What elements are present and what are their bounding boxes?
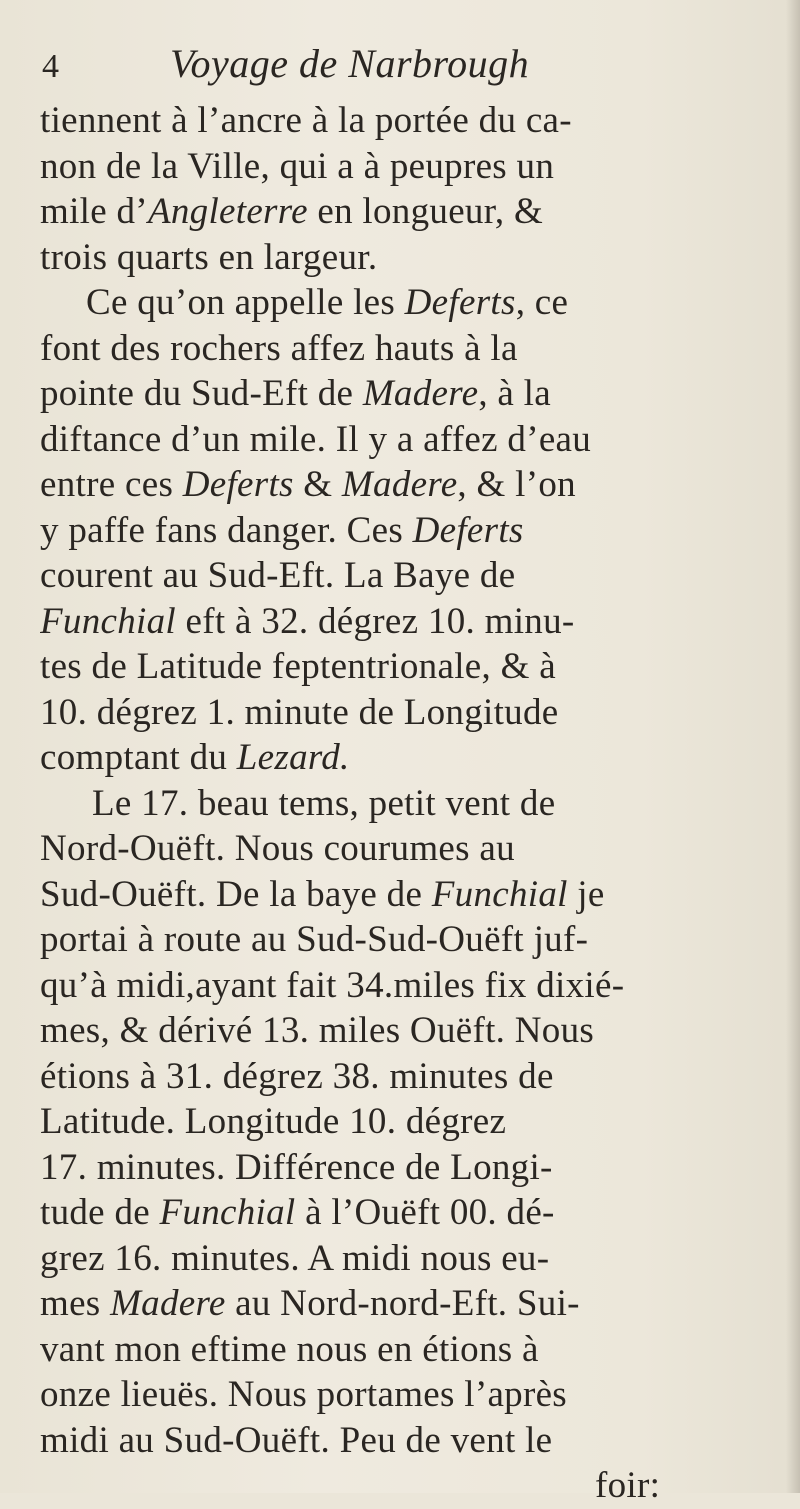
text-line [40, 599, 795, 645]
text-line [40, 872, 795, 918]
text-run: à l’Ouëft 00. dé- [295, 1192, 555, 1233]
text-run: trois quarts en largeur. [40, 236, 378, 278]
text-run: courent au Sud-Eft. La Baye de [40, 555, 516, 596]
text-run: Ce qu’on appelle les [86, 282, 405, 323]
text-run: , & l’on [457, 464, 576, 505]
italic-text: Madere [341, 464, 458, 505]
text-line [40, 690, 795, 736]
text-line [40, 963, 795, 1009]
text-line [40, 508, 795, 554]
italic-text: Madere [362, 373, 479, 414]
text-line [40, 1236, 795, 1282]
text-line [40, 1008, 795, 1054]
text-run: foir: [595, 1465, 661, 1506]
text-run: étions à 31. dégrez 38. minutes de [40, 1055, 554, 1097]
text-run: comptant du [40, 737, 237, 778]
italic-text: Funchial [159, 1192, 296, 1233]
italic-text: Deferts [182, 464, 294, 505]
italic-text: Angleterre [147, 191, 308, 232]
text-run: Le 17. beau tems, petit vent de [92, 782, 556, 824]
text-line [40, 1099, 795, 1145]
text-run: y paffe fans danger. Ces [40, 509, 413, 551]
text-line [40, 644, 795, 690]
text-run: au Nord-nord-Eft. Sui- [225, 1283, 580, 1324]
text-line [40, 781, 795, 827]
text-run: Latitude. Longitude 10. dégrez [40, 1101, 507, 1142]
italic-text: Deferts [412, 509, 524, 551]
running-title: Voyage de Narbrough [170, 41, 530, 86]
page-header [42, 40, 530, 96]
text-run: Sud-Ouëft. De la baye de [40, 873, 432, 915]
text-line [40, 1327, 795, 1373]
text-line [40, 235, 795, 281]
text-line [40, 917, 795, 963]
text-run: entre ces [40, 464, 183, 505]
text-line [40, 371, 795, 417]
text-line [40, 189, 795, 235]
text-run: , à la [478, 373, 551, 414]
text-run: pointe du Sud-Eft de [40, 373, 363, 414]
text-run: grez 16. minutes. A midi nous eu- [40, 1237, 550, 1279]
text-run: , ce [515, 282, 569, 323]
text-run: midi au Sud-Ouëft. Peu de vent le [40, 1419, 553, 1461]
text-line [40, 735, 795, 781]
text-line [40, 1145, 795, 1191]
text-run: je [567, 873, 605, 915]
text-line [40, 326, 795, 372]
italic-text: Funchial [431, 873, 568, 915]
text-run: diftance d’un mile. Il y a affez d’eau [40, 418, 592, 460]
text-run: font des rochers affez hauts à la [40, 327, 518, 369]
text-run: mes [40, 1283, 111, 1324]
text-run: qu’à midi,ayant fait 34.miles fix dixié- [40, 964, 625, 1006]
text-run: tude de [40, 1192, 160, 1233]
text-run: & [293, 464, 342, 505]
text-run: vant mon eftime nous en étions à [40, 1328, 539, 1370]
text-run: mes, & dérivé 13. miles Ouëft. Nous [40, 1010, 595, 1051]
italic-text: Funchial [40, 600, 176, 642]
text-line [40, 1372, 795, 1418]
text-line [40, 553, 795, 599]
italic-text: Deferts [404, 282, 516, 323]
text-run: non de la Ville, qui a à peupres un [40, 145, 555, 187]
text-line [40, 826, 795, 872]
text-run: tiennent à l’ancre à la portée du ca- [40, 100, 572, 141]
text-run: onze lieuës. Nous portames l’après [40, 1374, 568, 1415]
body-text [40, 98, 795, 1509]
text-line [40, 1418, 795, 1464]
text-line [40, 280, 795, 326]
text-run: Nord-Ouëft. Nous courumes au [40, 828, 515, 869]
text-run: portai à route au Sud-Sud-Ouëft juf- [40, 919, 589, 960]
text-line [40, 144, 795, 190]
text-run: 17. minutes. Différence de Longi- [40, 1146, 553, 1188]
text-line [40, 1054, 795, 1100]
text-run: en longueur, & [307, 191, 544, 232]
text-run: 10. dégrez 1. minute de Longitude [40, 691, 559, 733]
italic-text: Lezard. [236, 737, 350, 778]
text-run: tes de Latitude feptentrionale, & à [40, 646, 556, 687]
page-number: 4 [42, 48, 59, 85]
text-run: eft à 32. dégrez 10. minu- [175, 600, 575, 642]
text-line [40, 1463, 795, 1509]
text-line [40, 462, 795, 508]
text-line [40, 98, 795, 144]
text-line [40, 1190, 795, 1236]
text-run: mile d’ [40, 191, 148, 232]
text-line [40, 417, 795, 463]
italic-text: Madere [110, 1283, 226, 1324]
text-line [40, 1281, 795, 1327]
